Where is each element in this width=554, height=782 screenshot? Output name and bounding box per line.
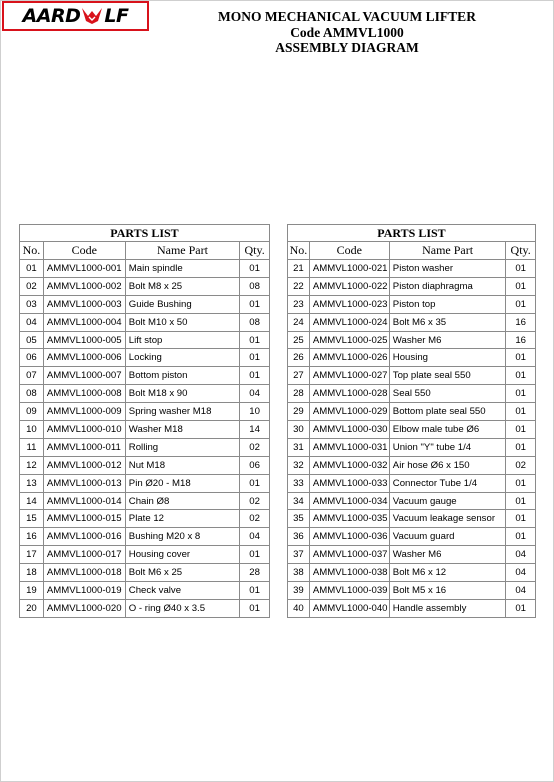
quantity-cell: 01 xyxy=(506,295,536,313)
part-code-cell: AMMVL1000-035 xyxy=(309,510,389,528)
part-number-cell: 08 xyxy=(20,385,44,403)
part-number-cell: 28 xyxy=(288,385,310,403)
part-code-cell: AMMVL1000-039 xyxy=(309,582,389,600)
part-number-cell: 30 xyxy=(288,421,310,439)
quantity-cell: 16 xyxy=(506,313,536,331)
part-number-cell: 07 xyxy=(20,367,44,385)
part-number-cell: 33 xyxy=(288,474,310,492)
document-header xyxy=(140,9,554,56)
quantity-cell: 01 xyxy=(506,421,536,439)
part-name-cell: Spring washer M18 xyxy=(125,403,239,421)
table-row xyxy=(20,295,270,313)
quantity-cell: 01 xyxy=(240,582,270,600)
part-name-cell: Bolt M8 x 25 xyxy=(125,277,239,295)
part-name-cell: Bolt M18 x 90 xyxy=(125,385,239,403)
table-row xyxy=(20,582,270,600)
part-name-cell: Bolt M6 x 35 xyxy=(389,313,506,331)
table-row xyxy=(20,474,270,492)
quantity-cell: 01 xyxy=(506,528,536,546)
table-row xyxy=(20,528,270,546)
table-row xyxy=(20,349,270,367)
quantity-cell: 06 xyxy=(240,456,270,474)
quantity-cell: 08 xyxy=(240,313,270,331)
part-code-cell: AMMVL1000-032 xyxy=(309,456,389,474)
part-number-cell: 32 xyxy=(288,456,310,474)
part-number-cell: 27 xyxy=(288,367,310,385)
part-name-cell: Washer M6 xyxy=(389,546,506,564)
part-number-cell: 21 xyxy=(288,260,310,278)
part-name-cell: Bushing M20 x 8 xyxy=(125,528,239,546)
part-name-cell: Piston diaphragma xyxy=(389,277,506,295)
part-name-cell: Check valve xyxy=(125,582,239,600)
table-row xyxy=(288,546,536,564)
part-name-cell: Lift stop xyxy=(125,331,239,349)
column-header-name: Name Part xyxy=(389,242,506,260)
part-number-cell: 05 xyxy=(20,331,44,349)
quantity-cell: 01 xyxy=(506,385,536,403)
part-number-cell: 01 xyxy=(20,260,44,278)
part-number-cell: 09 xyxy=(20,403,44,421)
parts-list-title: PARTS LIST xyxy=(288,225,536,242)
part-number-cell: 23 xyxy=(288,295,310,313)
part-code-cell: AMMVL1000-001 xyxy=(43,260,125,278)
part-code-cell: AMMVL1000-031 xyxy=(309,438,389,456)
table-row xyxy=(20,277,270,295)
table-row xyxy=(288,277,536,295)
table-row xyxy=(288,260,536,278)
part-code-cell: AMMVL1000-034 xyxy=(309,492,389,510)
part-code-cell: AMMVL1000-003 xyxy=(43,295,125,313)
quantity-cell: 01 xyxy=(506,349,536,367)
quantity-cell: 01 xyxy=(506,403,536,421)
part-name-cell: Main spindle xyxy=(125,260,239,278)
table-row xyxy=(20,564,270,582)
part-number-cell: 12 xyxy=(20,456,44,474)
part-code-cell: AMMVL1000-025 xyxy=(309,331,389,349)
quantity-cell: 01 xyxy=(506,599,536,617)
part-number-cell: 20 xyxy=(20,599,44,617)
part-code-cell: AMMVL1000-018 xyxy=(43,564,125,582)
part-name-cell: Bottom piston xyxy=(125,367,239,385)
part-code-cell: AMMVL1000-015 xyxy=(43,510,125,528)
quantity-cell: 04 xyxy=(506,582,536,600)
table-row xyxy=(20,492,270,510)
part-number-cell: 17 xyxy=(20,546,44,564)
quantity-cell: 01 xyxy=(240,546,270,564)
part-name-cell: Piston top xyxy=(389,295,506,313)
document-subtitle: ASSEMBLY DIAGRAM xyxy=(275,40,419,55)
part-name-cell: Union "Y" tube 1/4 xyxy=(389,438,506,456)
part-code-cell: AMMVL1000-030 xyxy=(309,421,389,439)
quantity-cell: 01 xyxy=(506,474,536,492)
part-number-cell: 25 xyxy=(288,331,310,349)
quantity-cell: 01 xyxy=(240,599,270,617)
part-name-cell: Washer M6 xyxy=(389,331,506,349)
part-name-cell: Seal 550 xyxy=(389,385,506,403)
part-code-cell: AMMVL1000-027 xyxy=(309,367,389,385)
table-row xyxy=(20,421,270,439)
table-row xyxy=(20,367,270,385)
table-row xyxy=(20,456,270,474)
quantity-cell: 01 xyxy=(240,349,270,367)
column-header-code: Code xyxy=(43,242,125,260)
part-number-cell: 15 xyxy=(20,510,44,528)
part-code-cell: AMMVL1000-014 xyxy=(43,492,125,510)
part-code-cell: AMMVL1000-002 xyxy=(43,277,125,295)
part-code-cell: AMMVL1000-022 xyxy=(309,277,389,295)
part-code-cell: AMMVL1000-024 xyxy=(309,313,389,331)
part-number-cell: 04 xyxy=(20,313,44,331)
quantity-cell: 01 xyxy=(240,474,270,492)
quantity-cell: 10 xyxy=(240,403,270,421)
parts-list-title: PARTS LIST xyxy=(20,225,270,242)
column-header-no: No. xyxy=(20,242,44,260)
part-code-cell: AMMVL1000-010 xyxy=(43,421,125,439)
part-code-cell: AMMVL1000-011 xyxy=(43,438,125,456)
part-code-cell: AMMVL1000-038 xyxy=(309,564,389,582)
part-code-cell: AMMVL1000-017 xyxy=(43,546,125,564)
part-number-cell: 24 xyxy=(288,313,310,331)
table-row xyxy=(288,438,536,456)
quantity-cell: 02 xyxy=(506,456,536,474)
table-row xyxy=(20,438,270,456)
table-row xyxy=(288,582,536,600)
quantity-cell: 01 xyxy=(240,331,270,349)
part-number-cell: 16 xyxy=(20,528,44,546)
quantity-cell: 04 xyxy=(240,385,270,403)
part-code-cell: AMMVL1000-006 xyxy=(43,349,125,367)
part-name-cell: Top plate seal 550 xyxy=(389,367,506,385)
quantity-cell: 01 xyxy=(506,438,536,456)
part-number-cell: 38 xyxy=(288,564,310,582)
quantity-cell: 01 xyxy=(240,367,270,385)
parts-list-table-right xyxy=(287,224,536,618)
part-number-cell: 35 xyxy=(288,510,310,528)
part-code-cell: AMMVL1000-036 xyxy=(309,528,389,546)
part-code-cell: AMMVL1000-040 xyxy=(309,599,389,617)
part-name-cell: Elbow male tube Ø6 xyxy=(389,421,506,439)
part-code-cell: AMMVL1000-033 xyxy=(309,474,389,492)
part-name-cell: Piston washer xyxy=(389,260,506,278)
part-code-cell: AMMVL1000-016 xyxy=(43,528,125,546)
part-number-cell: 19 xyxy=(20,582,44,600)
table-row xyxy=(20,313,270,331)
parts-list-table-left xyxy=(19,224,270,618)
quantity-cell: 14 xyxy=(240,421,270,439)
part-name-cell: Plate 12 xyxy=(125,510,239,528)
quantity-cell: 28 xyxy=(240,564,270,582)
table-row xyxy=(20,599,270,617)
part-code-cell: AMMVL1000-037 xyxy=(309,546,389,564)
part-number-cell: 29 xyxy=(288,403,310,421)
table-row xyxy=(288,367,536,385)
part-name-cell: O - ring Ø40 x 3.5 xyxy=(125,599,239,617)
part-code-cell: AMMVL1000-026 xyxy=(309,349,389,367)
part-name-cell: Bottom plate seal 550 xyxy=(389,403,506,421)
quantity-cell: 08 xyxy=(240,277,270,295)
part-number-cell: 14 xyxy=(20,492,44,510)
part-number-cell: 26 xyxy=(288,349,310,367)
table-row xyxy=(288,385,536,403)
table-row xyxy=(288,349,536,367)
quantity-cell: 01 xyxy=(240,295,270,313)
table-row xyxy=(288,528,536,546)
part-number-cell: 10 xyxy=(20,421,44,439)
table-row xyxy=(288,599,536,617)
part-number-cell: 34 xyxy=(288,492,310,510)
column-header-name: Name Part xyxy=(125,242,239,260)
part-number-cell: 36 xyxy=(288,528,310,546)
part-number-cell: 11 xyxy=(20,438,44,456)
part-number-cell: 02 xyxy=(20,277,44,295)
part-name-cell: Guide Bushing xyxy=(125,295,239,313)
brand-logo xyxy=(2,1,149,31)
document-title: MONO MECHANICAL VACUUM LIFTER xyxy=(218,9,476,24)
table-row xyxy=(288,331,536,349)
quantity-cell: 04 xyxy=(506,546,536,564)
part-name-cell: Chain Ø8 xyxy=(125,492,239,510)
part-number-cell: 13 xyxy=(20,474,44,492)
table-row xyxy=(288,403,536,421)
logo-text-right: LF xyxy=(104,5,129,27)
table-row xyxy=(20,510,270,528)
table-row xyxy=(20,331,270,349)
part-name-cell: Rolling xyxy=(125,438,239,456)
table-row xyxy=(288,313,536,331)
part-code-cell: AMMVL1000-023 xyxy=(309,295,389,313)
part-code-cell: AMMVL1000-013 xyxy=(43,474,125,492)
column-header-qty: Qty. xyxy=(240,242,270,260)
part-name-cell: Vacuum gauge xyxy=(389,492,506,510)
quantity-cell: 16 xyxy=(506,331,536,349)
table-row xyxy=(20,546,270,564)
product-code: Code AMMVL1000 xyxy=(290,24,404,40)
part-number-cell: 18 xyxy=(20,564,44,582)
part-name-cell: Bolt M10 x 50 xyxy=(125,313,239,331)
part-name-cell: Vacuum guard xyxy=(389,528,506,546)
table-row xyxy=(20,385,270,403)
part-name-cell: Air hose Ø6 x 150 xyxy=(389,456,506,474)
part-name-cell: Vacuum leakage sensor xyxy=(389,510,506,528)
table-row xyxy=(288,492,536,510)
part-number-cell: 37 xyxy=(288,546,310,564)
quantity-cell: 04 xyxy=(240,528,270,546)
quantity-cell: 04 xyxy=(506,564,536,582)
part-name-cell: Bolt M5 x 16 xyxy=(389,582,506,600)
part-code-cell: AMMVL1000-021 xyxy=(309,260,389,278)
part-name-cell: Washer M18 xyxy=(125,421,239,439)
part-code-cell: AMMVL1000-020 xyxy=(43,599,125,617)
part-number-cell: 03 xyxy=(20,295,44,313)
part-code-cell: AMMVL1000-012 xyxy=(43,456,125,474)
part-code-cell: AMMVL1000-029 xyxy=(309,403,389,421)
logo-text-left: AARD xyxy=(22,5,81,27)
table-row xyxy=(288,474,536,492)
part-name-cell: Housing cover xyxy=(125,546,239,564)
table-row xyxy=(288,510,536,528)
part-number-cell: 31 xyxy=(288,438,310,456)
part-name-cell: Bolt M6 x 12 xyxy=(389,564,506,582)
table-row xyxy=(288,564,536,582)
quantity-cell: 01 xyxy=(506,367,536,385)
column-header-qty: Qty. xyxy=(506,242,536,260)
part-name-cell: Locking xyxy=(125,349,239,367)
column-header-no: No. xyxy=(288,242,310,260)
quantity-cell: 02 xyxy=(240,492,270,510)
quantity-cell: 02 xyxy=(240,438,270,456)
part-name-cell: Handle assembly xyxy=(389,599,506,617)
table-row xyxy=(20,260,270,278)
part-number-cell: 22 xyxy=(288,277,310,295)
part-name-cell: Pin Ø20 - M18 xyxy=(125,474,239,492)
part-code-cell: AMMVL1000-009 xyxy=(43,403,125,421)
quantity-cell: 01 xyxy=(240,260,270,278)
wolf-head-icon xyxy=(81,7,103,25)
table-row xyxy=(288,295,536,313)
part-code-cell: AMMVL1000-004 xyxy=(43,313,125,331)
part-code-cell: AMMVL1000-005 xyxy=(43,331,125,349)
quantity-cell: 02 xyxy=(240,510,270,528)
part-code-cell: AMMVL1000-007 xyxy=(43,367,125,385)
column-header-code: Code xyxy=(309,242,389,260)
part-number-cell: 39 xyxy=(288,582,310,600)
part-code-cell: AMMVL1000-028 xyxy=(309,385,389,403)
quantity-cell: 01 xyxy=(506,277,536,295)
table-row xyxy=(288,421,536,439)
part-name-cell: Bolt M6 x 25 xyxy=(125,564,239,582)
table-row xyxy=(288,456,536,474)
part-name-cell: Connector Tube 1/4 xyxy=(389,474,506,492)
quantity-cell: 01 xyxy=(506,260,536,278)
part-number-cell: 06 xyxy=(20,349,44,367)
table-row xyxy=(20,403,270,421)
part-name-cell: Nut M18 xyxy=(125,456,239,474)
quantity-cell: 01 xyxy=(506,492,536,510)
part-code-cell: AMMVL1000-019 xyxy=(43,582,125,600)
part-code-cell: AMMVL1000-008 xyxy=(43,385,125,403)
part-number-cell: 40 xyxy=(288,599,310,617)
part-name-cell: Housing xyxy=(389,349,506,367)
quantity-cell: 01 xyxy=(506,510,536,528)
